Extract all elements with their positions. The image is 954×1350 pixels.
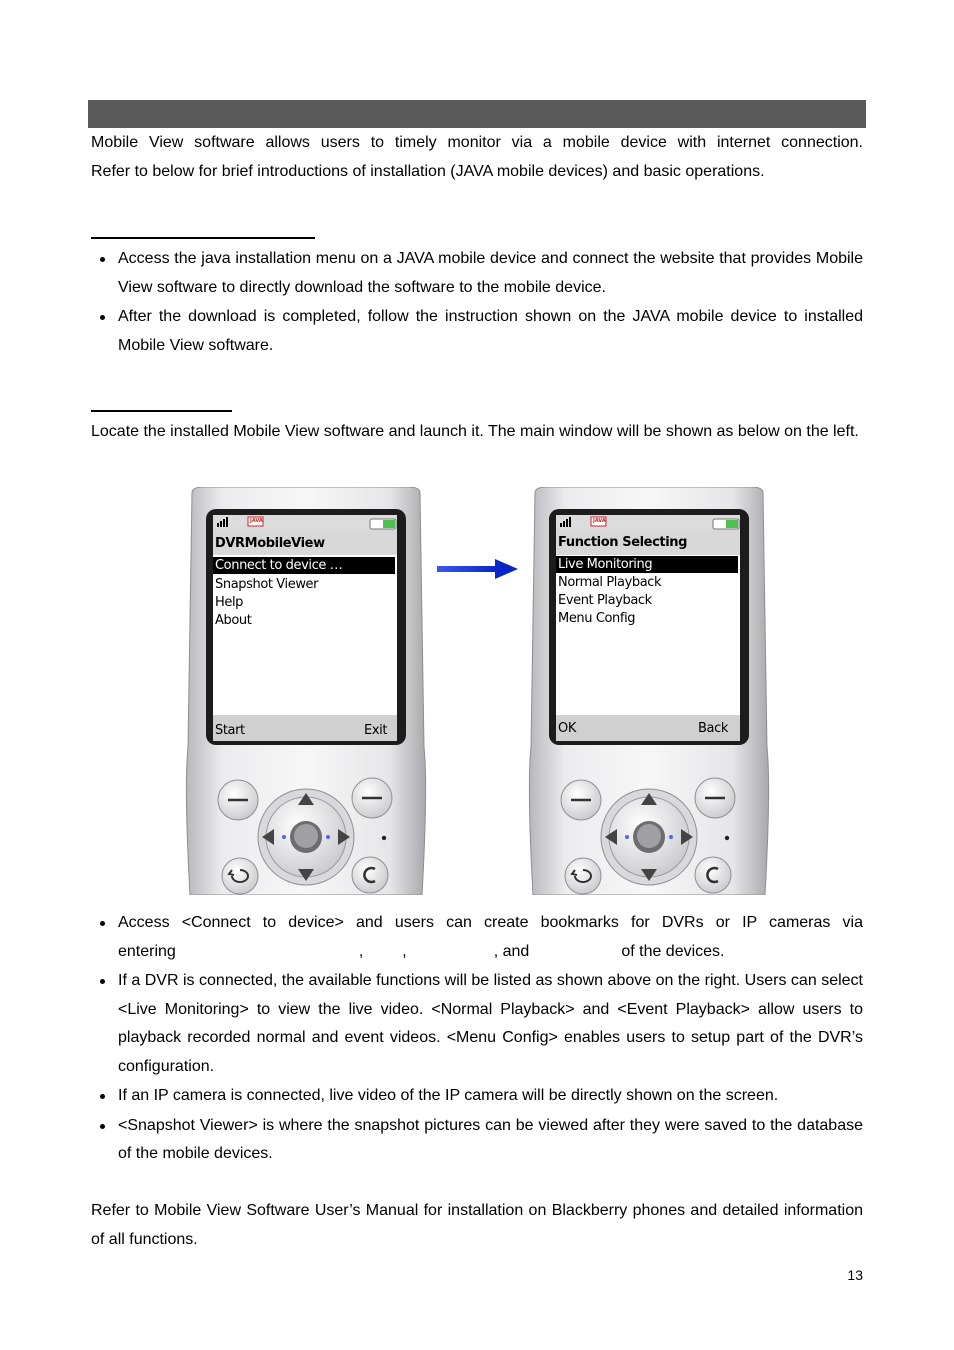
- phone-main-menu-snapshot[interactable]: Snapshot Viewer: [215, 577, 319, 592]
- operation-paragraph: Locate the installed Mobile View software and launch it. The main window will be shown as below on the left.: [91, 423, 859, 440]
- install-heading-underline: [91, 237, 315, 239]
- phone-main-java-badge: JAVA: [250, 518, 263, 524]
- phone-main-softkey-start[interactable]: Start: [215, 723, 245, 738]
- usage-bullet-ipcam: If an IP camera is connected, live video of the IP camera will be directly shown on the screen.: [91, 1082, 863, 1111]
- closing-paragraph: Refer to Mobile View Software User’s Manual for installation on Blackberry phones and detailed information of all functions.: [91, 1202, 863, 1248]
- page-number: 13: [847, 1267, 863, 1283]
- section-header-bar: [88, 100, 866, 128]
- usage-bullet-connect: [91, 909, 863, 966]
- intro-line-2: Refer to below for brief introductions of installation (JAVA mobile devices) and basic operations.: [91, 162, 765, 180]
- usage-bullet-connect-line2: [118, 938, 863, 967]
- phone-func-java-badge: JAVA: [593, 518, 606, 524]
- usage-bullet-dvr: If a DVR is connected, the available functions will be listed as shown above on the right. Users can select <Live Monitoring> to view the live video. <Normal Playback> and <Event Playback> allow users to playback recorded normal and event videos. <Menu Config> enables users to setup part of the DVR’s configuration.: [91, 967, 863, 1081]
- phone-main-menu-connect[interactable]: Connect to device …: [215, 558, 343, 573]
- phone-func-softkey-ok[interactable]: OK: [558, 721, 576, 736]
- intro-line-1: Mobile View software allows users to timely monitor via a mobile device with internet connection.: [91, 134, 863, 151]
- phone-func-menu-event[interactable]: Event Playback: [558, 593, 652, 608]
- phone-func-softkey-back[interactable]: Back: [698, 721, 728, 736]
- usage-sep-1: ,: [358, 942, 364, 960]
- usage-bullet-snapshot: <Snapshot Viewer> is where the snapshot pictures can be viewed after they were saved to the database of the mobile devices.: [91, 1112, 863, 1169]
- operation-heading-underline: [91, 410, 232, 412]
- usage-devices-text: of the devices.: [621, 942, 725, 960]
- install-bullet-list: [91, 245, 863, 360]
- phone-main-window: [184, 487, 428, 895]
- usage-bullet-list: [91, 909, 863, 1169]
- usage-entering-text: entering: [118, 942, 176, 960]
- phone-function-selecting: [527, 487, 771, 895]
- install-bullet-1: Access the java installation menu on a JAVA mobile device and connect the website that provides Mobile View software to directly download the software to the mobile device.: [91, 245, 863, 302]
- install-bullet-2: After the download is completed, follow the instruction shown on the JAVA mobile device to installed Mobile View software.: [91, 303, 863, 360]
- phone-main-menu-help[interactable]: Help: [215, 595, 244, 610]
- phone-main-softkey-exit[interactable]: Exit: [364, 723, 388, 738]
- phone-func-menu-live[interactable]: Live Monitoring: [558, 557, 653, 572]
- phone-func-title: Function Selecting: [558, 535, 688, 550]
- phone-main-menu-about[interactable]: About: [215, 613, 252, 628]
- phone-func-menu-config[interactable]: Menu Config: [558, 611, 636, 626]
- usage-sep-2: ,: [402, 942, 407, 960]
- arrow-right-icon: [437, 558, 519, 580]
- phone-func-menu-normal[interactable]: Normal Playback: [558, 575, 662, 590]
- intro-paragraph: [91, 129, 863, 186]
- usage-bullet-connect-line1: Access <Connect to device> and users can create bookmarks for DVRs or IP cameras via: [118, 914, 863, 931]
- phone-main-title: DVRMobileView: [215, 536, 325, 551]
- usage-sep-3: , and: [493, 942, 530, 960]
